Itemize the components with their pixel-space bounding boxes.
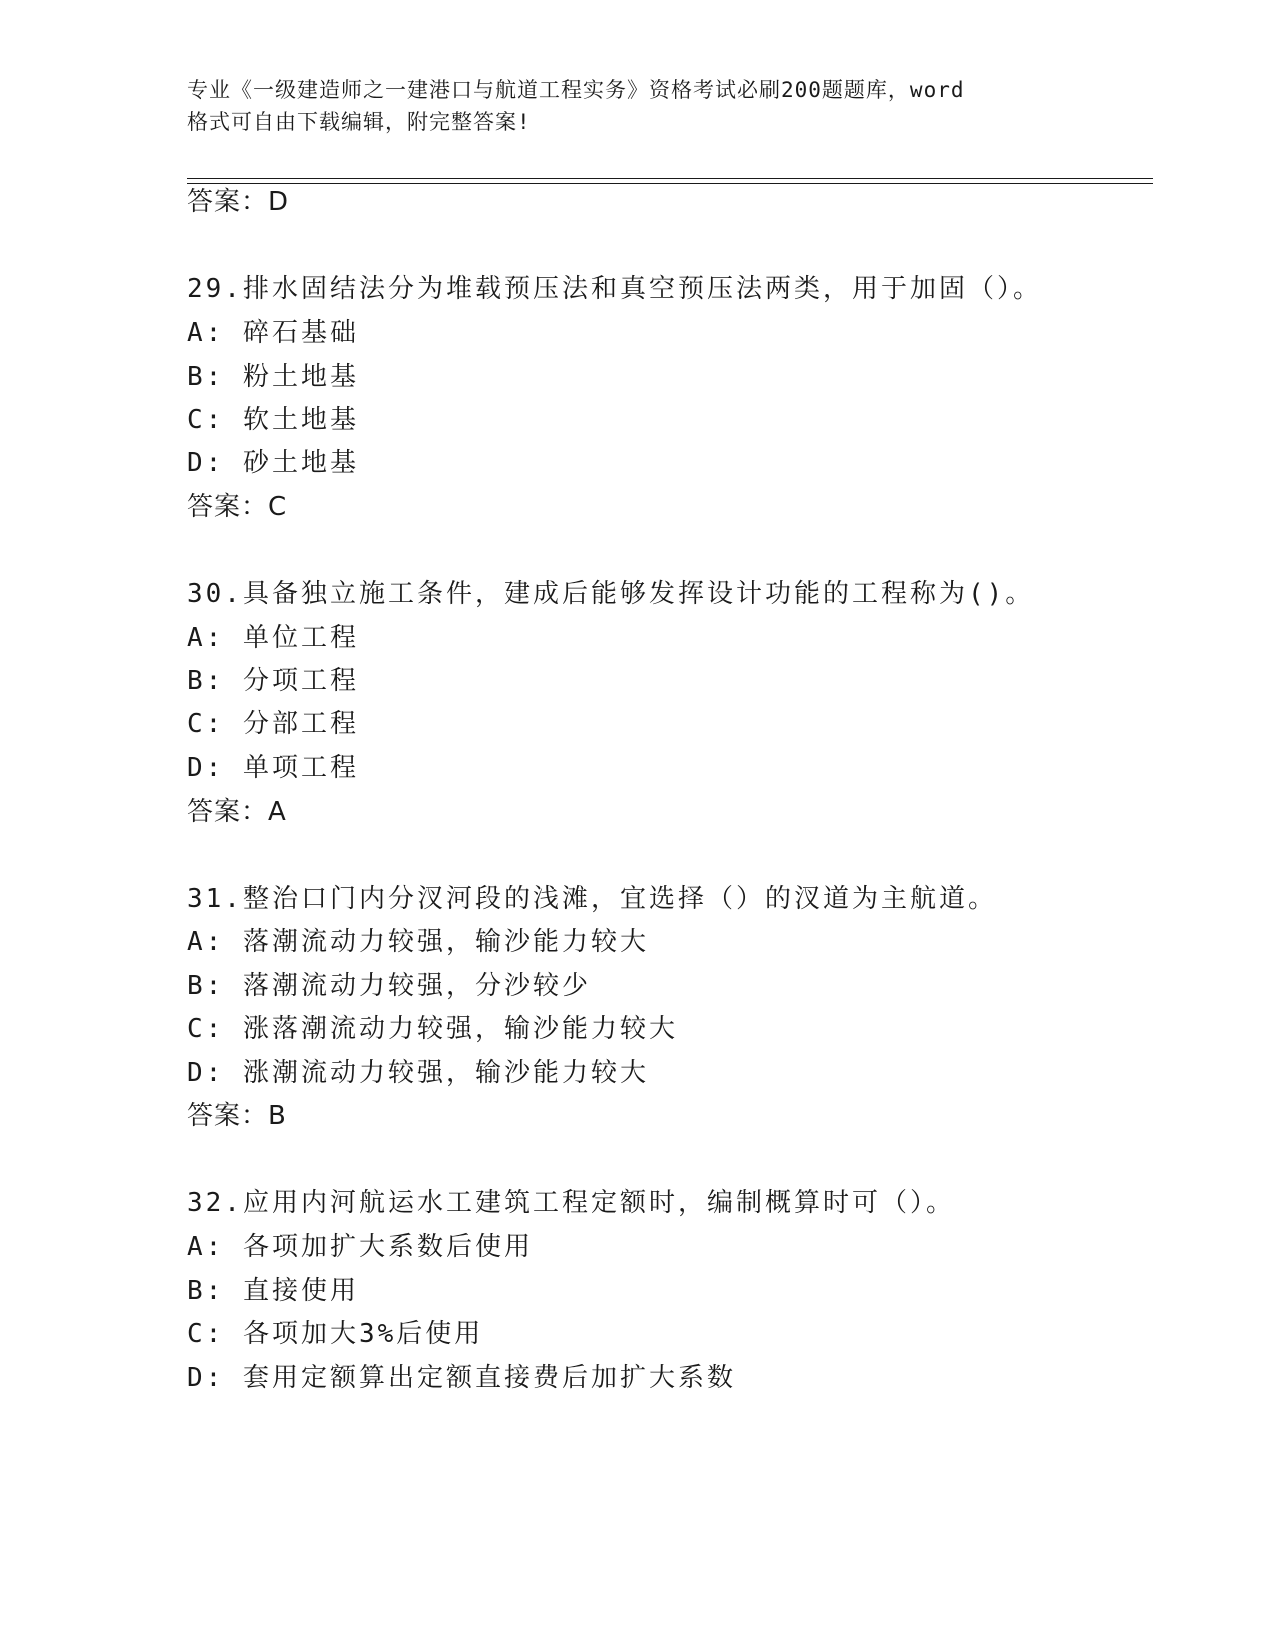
- header-line-2: 格式可自由下载编辑，附完整答案!: [187, 110, 531, 134]
- question-stem: 32.应用内河航运水工建筑工程定额时，编制概算时可（）。: [187, 1188, 955, 1218]
- question-option: A: 碎石基础: [187, 318, 359, 348]
- question-answer: 答案：B: [187, 1101, 287, 1131]
- question-stem: 30.具备独立施工条件，建成后能够发挥设计功能的工程称为()。: [187, 579, 1035, 609]
- question-stem: 29.排水固结法分为堆载预压法和真空预压法两类，用于加固（）。: [187, 274, 1042, 304]
- document-header: [187, 74, 1087, 138]
- question-option: D: 套用定额算出定额直接费后加扩大系数: [187, 1363, 736, 1393]
- header-line-1: 专业《一级建造师之一建港口与航道工程实务》资格考试必刷200题题库，word: [187, 78, 965, 102]
- question-option: C: 涨落潮流动力较强，输沙能力较大: [187, 1014, 678, 1044]
- question-option: D: 单项工程: [187, 753, 359, 783]
- question-answer: 答案：A: [187, 797, 287, 827]
- question-option: C: 软土地基: [187, 405, 359, 435]
- question-option: B: 落潮流动力较强，分沙较少: [187, 971, 591, 1001]
- header-divider-top: [187, 178, 1153, 179]
- question-option: C: 分部工程: [187, 709, 359, 739]
- question-stem: 31.整治口门内分汊河段的浅滩，宜选择（）的汊道为主航道。: [187, 884, 997, 914]
- question-option: B: 直接使用: [187, 1276, 359, 1306]
- question-option: B: 分项工程: [187, 666, 359, 696]
- question-option: A: 单位工程: [187, 623, 359, 653]
- question-answer: 答案：C: [187, 492, 288, 522]
- question-option: D: 涨潮流动力较强，输沙能力较大: [187, 1058, 649, 1088]
- question-option: A: 各项加扩大系数后使用: [187, 1232, 533, 1262]
- question-option: C: 各项加大3%后使用: [187, 1319, 484, 1349]
- question-option: A: 落潮流动力较强，输沙能力较大: [187, 927, 649, 957]
- question-option: B: 粉土地基: [187, 362, 359, 392]
- previous-answer: 答案：D: [187, 187, 290, 217]
- header-divider-bottom: [187, 183, 1153, 184]
- question-option: D: 砂土地基: [187, 448, 359, 478]
